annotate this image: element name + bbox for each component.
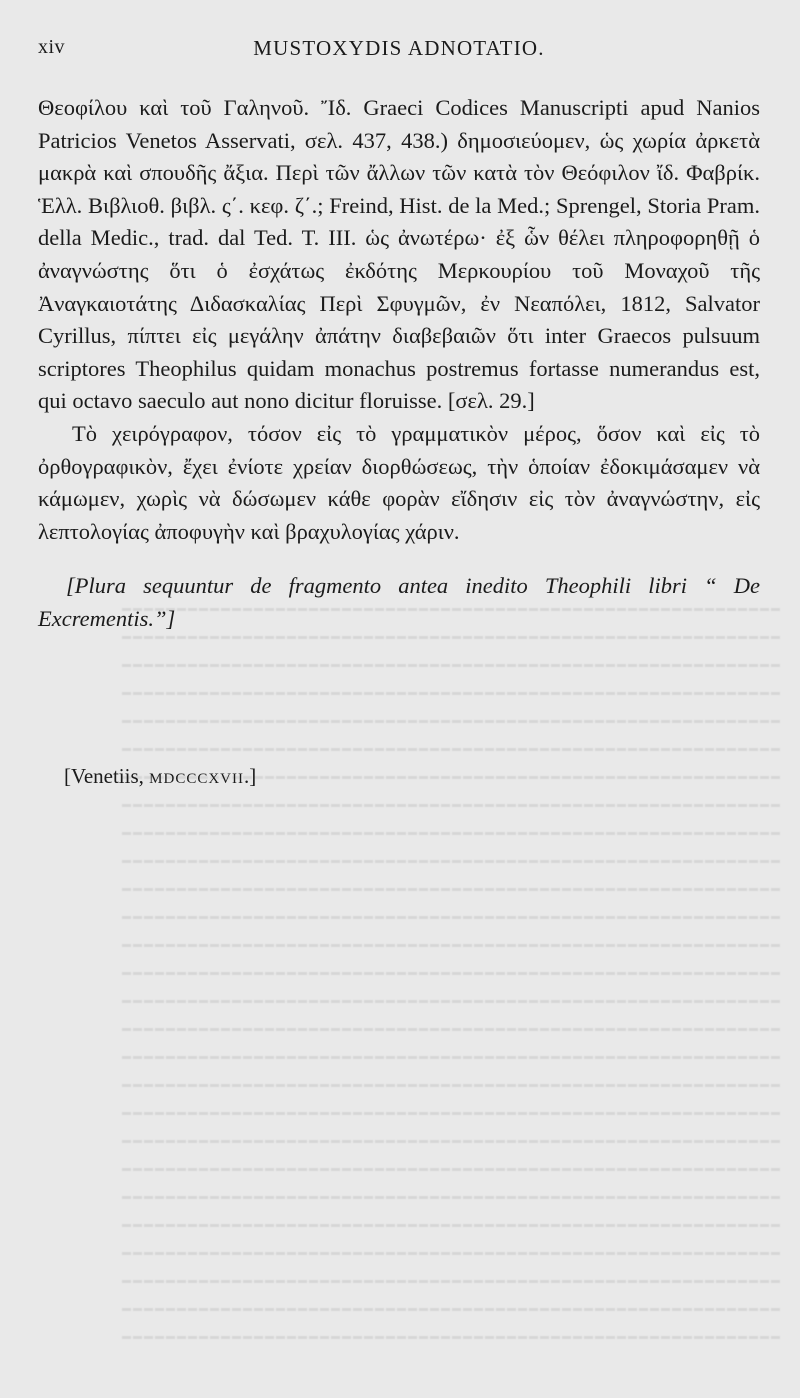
page-body (38, 92, 760, 636)
page-header (38, 32, 760, 64)
paragraph-1: Θεοφίλου καὶ τοῦ Γαληνοῦ. Ἴδ. Graeci Codices Manuscripti apud Nanios Patricios Venetos Asservati, σελ. 437, 438.) δημοσιεύομεν, ὡς χωρία ἀρκετὰ μακρὰ καὶ σπουδῆς ἄξια. Περὶ τῶν ἄλλων τῶν κατὰ τὸν Θεόφιλον ἴδ. Φαβρίκ. Ἑλλ. Βιβλιοθ. βιβλ. ς΄. κεφ. ζ΄.; Freind, Hist. de la Med.; Sprengel, Storia Pram. della Medic., trad. dal Ted. T. III. ὡς ἀνωτέρω· ἐξ ὧν θέλει πληροφορηθῇ ὁ ἀναγνώστης ὅτι ὁ ἐσχάτως ἐκδότης Μερκουρίου τοῦ Μοναχοῦ τῆς Ἀναγκαιοτάτης Διδασκαλίας Περὶ Σφυγμῶν, ἐν Νεαπόλει, 1812, Salvator Cyrillus, πίπτει εἰς μεγάλην ἀπάτην διαβεβαιῶν ὅτι inter Graecos pulsuum scriptores Theophilus quidam monachus postremus fortasse numerandus est, qui octavo saeculo aut nono dicitur floruisse. [σελ. 29.] (38, 95, 760, 414)
colophon-suffix: .] (244, 764, 257, 788)
colophon-year: mdcccxvii (149, 764, 244, 788)
page-number: xiv (38, 36, 66, 58)
paragraph-2: Τὸ χειρόγραφον, τόσον εἰς τὸ γραμματικὸν μέρος, ὅσον καὶ εἰς τὸ ὀρθογραφικὸν, ἔχει ἐνίοτε χρείαν διορθώσεως, τὴν ὁποίαν ἐδοκιμάσαμεν νὰ κάμωμεν, χωρὶς νὰ δώσωμεν κάθε φορὰν εἴδησιν εἰς τὸν ἀναγνώστην, εἰς λεπτολογίας ἀποφυγὴν καὶ βραχυλογίας χάριν. (38, 420, 760, 544)
running-title: MUSTOXYDIS ADNOTATIO. (253, 36, 545, 60)
colophon-prefix: [Venetiis, (64, 764, 150, 788)
colophon (64, 764, 256, 789)
paragraph-3: [Plura sequuntur de fragmento antea inedito Theophili libri “ De Excrementis.”] (38, 573, 760, 631)
show-through-text (120, 595, 780, 1355)
